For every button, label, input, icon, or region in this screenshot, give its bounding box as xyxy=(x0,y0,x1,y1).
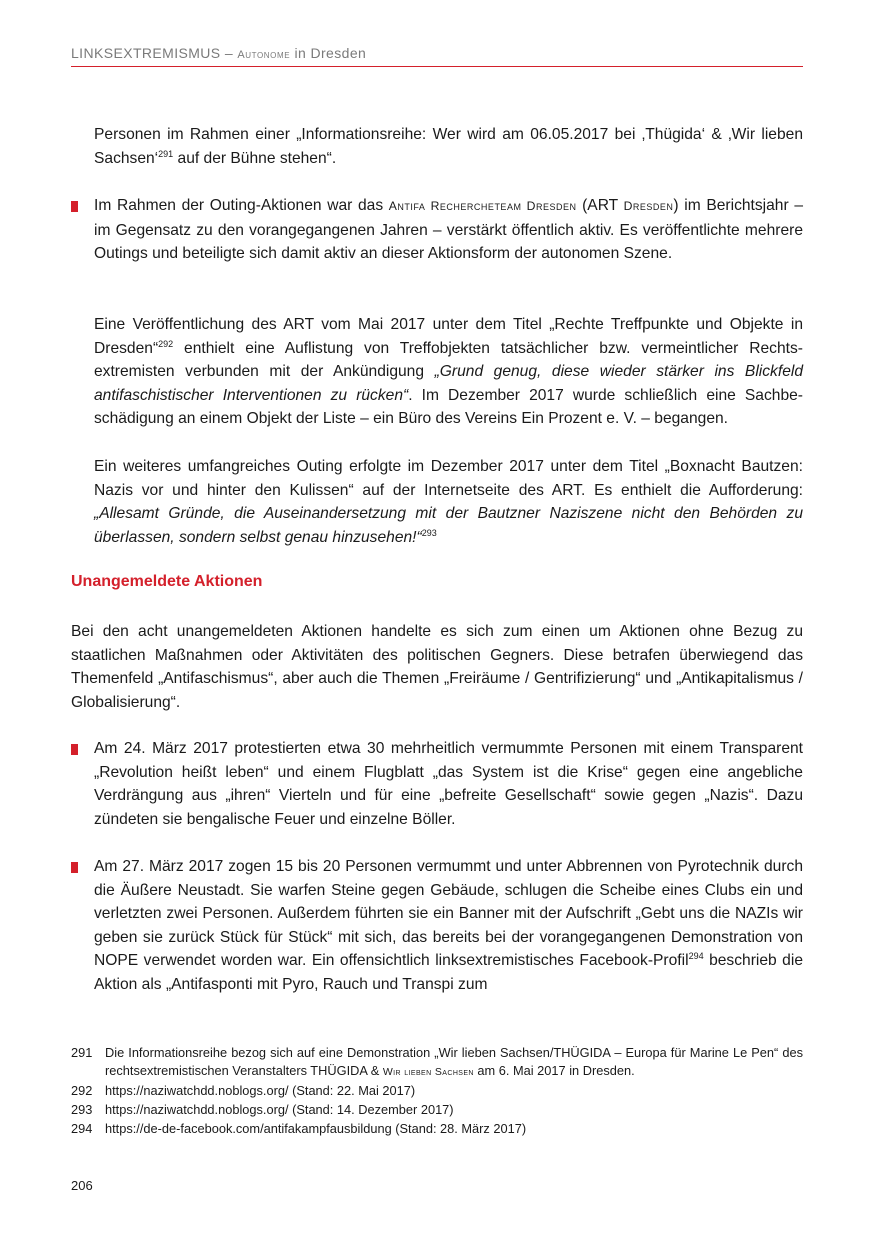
header-sub-rest: in Dresden xyxy=(290,45,367,61)
bullet-marker xyxy=(71,862,78,873)
footnote-text: https://de-de-facebook.com/antifakampfausbildung (Stand: 28. März 2017) xyxy=(105,1121,527,1136)
header-main-text: LINKSEXTREMISMUS xyxy=(71,45,221,61)
p4-text-a: Ein weiteres umfangreiches Outing erfolgte im Dezember 2017 unter dem Titel „Boxnacht Bautzen: Nazis vor und hinter den Kulissen“ auf der Internetseite des ART. Es enthielt die Aufforderung: xyxy=(94,458,803,499)
bullet-marker xyxy=(71,201,78,212)
footnote-text: https://naziwatchdd.noblogs.org/ (Stand: 22. Mai 2017) xyxy=(105,1083,416,1098)
bullet-marker xyxy=(71,744,78,755)
paragraph-art-dresden xyxy=(94,194,803,266)
p2-smallcaps-name: Antifa Rechercheteam Dresden xyxy=(388,199,577,213)
header-separator: – xyxy=(220,45,238,61)
header-title xyxy=(71,45,366,61)
footnote-number: 291 xyxy=(71,1045,93,1060)
p1-text-a: Personen im Rahmen einer „Informationsreihe: Wer wird am 06.05.2017 bei ‚Thügida‘ & ‚Wir lieben Sachsen‘ xyxy=(94,126,803,167)
p7-text-b: beschrieb die Aktion als „Antifasponti mit Pyro, Rauch und Transpi zum xyxy=(94,952,803,993)
footnote-291 xyxy=(71,1044,803,1080)
footnote-ref-294: 294 xyxy=(688,951,704,961)
paragraph-continued xyxy=(94,123,803,170)
header-sub-smallcaps: Autonome xyxy=(237,49,291,61)
p3-text-c: . Im Dezember 2017 wurde schließlich eine Sachbeschädigung an einem Objekt der Liste – ein Büro des Vereins Ein Prozent e. V. – begangen. xyxy=(94,386,803,427)
footnote-text: https://naziwatchdd.noblogs.org/ (Stand: 14. Dezember 2017) xyxy=(105,1102,454,1117)
p3-text-a: Eine Veröffentlichung des ART vom Mai 2017 unter dem Titel „Rechte Treffpunkte und Objekte in Dresden“ xyxy=(94,316,803,357)
footnote-ref-293: 293 xyxy=(421,527,437,538)
p2-text-b: (ART xyxy=(576,197,624,214)
footnote-291-smallcaps: Wir lieben Sachsen xyxy=(382,1066,474,1078)
section-heading: Unangemeldete Aktionen xyxy=(71,573,263,590)
running-header xyxy=(71,44,803,67)
paragraph-24-maerz: Am 24. März 2017 protestierten etwa 30 mehrheitlich vermummte Personen mit einem Transparent „Revolution heißt leben“ und einem Flugblatt „das System ist die Krise“ gegen eine angebliche Verdrängung aus „ihren“ Vierteln und für eine „befreite Gesellschaft“ sowie gegen „Nazis“. Dazu zündeten sie bengalische Feuer und einzelne Böller. xyxy=(94,740,803,828)
page-number: 206 xyxy=(71,1178,93,1193)
paragraph-27-maerz xyxy=(94,855,803,996)
footnote-number: 293 xyxy=(71,1102,93,1117)
p1-text-b: auf der Bühne stehen“. xyxy=(173,149,337,167)
paragraph-veroeffentlichung xyxy=(94,313,803,431)
footnote-292 xyxy=(71,1082,803,1100)
footnote-ref-291: 291 xyxy=(158,148,174,159)
footnote-ref-292: 292 xyxy=(158,338,174,349)
footnote-294 xyxy=(71,1120,803,1138)
p2-smallcaps-dresden: Dresden xyxy=(623,199,674,213)
p4-quote: „Allesamt Gründe, die Auseinandersetzung mit der Bautzner Naziszene nicht den Behörden zu überlassen, sondern selbst genau hinzusehen!“ xyxy=(94,505,803,546)
p3-text-b: enthielt eine Auflistung von Treffobjekten tatsächlicher bzw. vermeintlicher Rechtsextremisten verbunden mit der Ankündigung xyxy=(94,339,803,380)
p7-text-a: Am 27. März 2017 zogen 15 bis 20 Personen vermummt und unter Abbrennen von Pyrotechnik durch die Äußere Neustadt. Sie warfen Steine gegen Gebäude, schlugen die Scheibe eines Clubs ein und verletzten zwei Personen. Außerdem führten sie ein Banner mit der Aufschrift „Gebt uns die NAZIs wir geben sie zurück Stück für Stück“ mit sich, das bereits bei der vorangegangenen Demonstration von NOPE verwendet worden war. Ein offensichtlich linksextremistisches Facebook-Profil xyxy=(94,858,803,969)
footnote-number: 294 xyxy=(71,1121,93,1136)
paragraph-boxnacht xyxy=(94,455,803,549)
paragraph-unangemeldet: Bei den acht unangemeldeten Aktionen handelte es sich zum einen um Aktionen ohne Bezug zu staatlichen Maßnahmen oder Aktivitäten des politischen Gegners. Diese betrafen überwiegend das Themenfeld „Antifaschismus“, aber auch die Themen „Freiräume / Gentrifizierung“ und „Antikapitalismus / Globalisierung“. xyxy=(71,623,803,711)
footnote-number: 292 xyxy=(71,1083,93,1098)
footnote-291-text-a: Die Informationsreihe bezog sich auf eine Demonstration „Wir lieben Sachsen/THÜGIDA – Europa für Marine Le Pen“ des rechtsextremistischen Veranstalters THÜGIDA & xyxy=(105,1045,803,1078)
p3-quote: „Grund genug, diese wieder stärker ins Blickfeld antifaschistischer Interventionen zu rücken“ xyxy=(94,363,804,404)
footnote-293 xyxy=(71,1101,803,1119)
p2-text-a: Im Rahmen der Outing-Aktionen war das xyxy=(94,197,389,214)
footnote-text xyxy=(105,1044,803,1081)
p2-text-c: ) im Berichtsjahr – im Gegensatz zu den vorangegangenen Jahren – verstärkt öffentlich aktiv. Es veröffentlichte mehrere Outings und beteiligte sich damit aktiv an dieser Aktionsform der autonomen Szene. xyxy=(94,197,803,262)
footnote-291-text-b: am 6. Mai 2017 in Dresden. xyxy=(473,1063,635,1078)
